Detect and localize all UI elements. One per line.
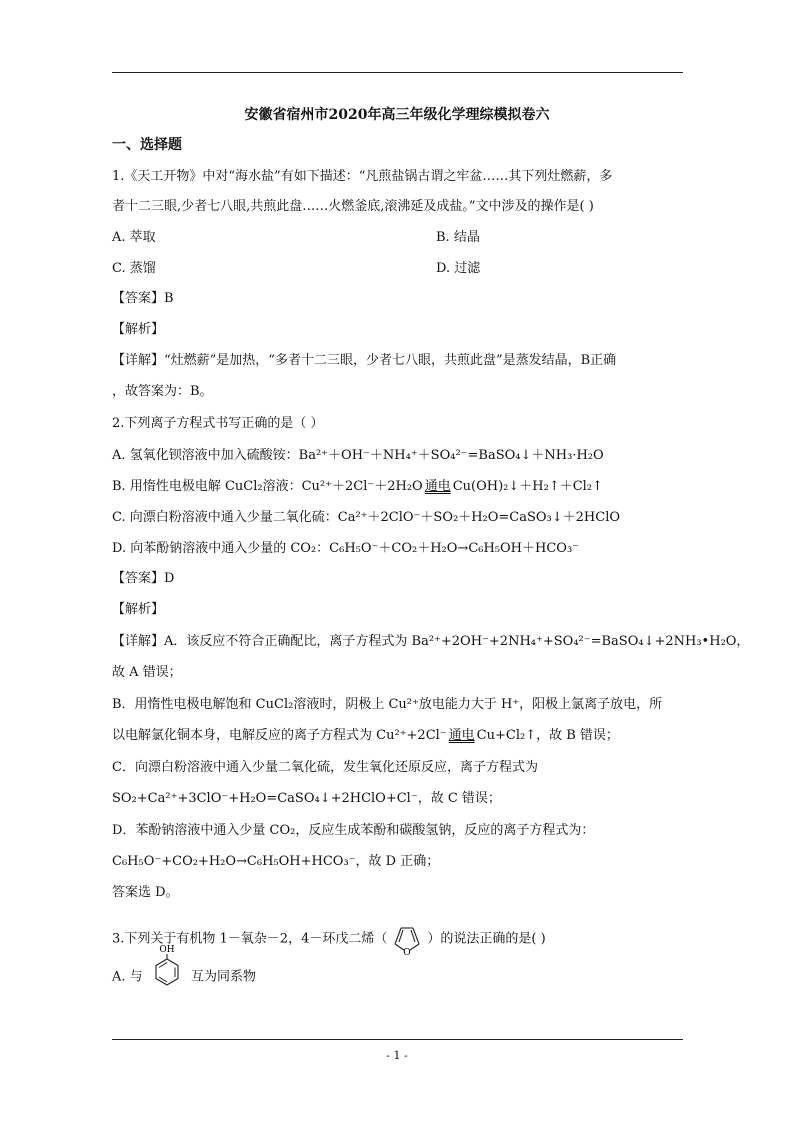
electrolysis-condition: 通电 (448, 728, 475, 743)
furan-structure-icon (387, 920, 427, 958)
q3-option-a (112, 945, 256, 989)
q3-stem-right: ）的说法正确的是( ) (427, 931, 546, 947)
q2-detail-d-line1: D．苯酚钠溶液中通入少量 CO₂，反应生成苯酚和碳酸氢钠，反应的离子方程式为： (112, 823, 595, 838)
q2-detail-b-right: Cu+Cl₂↑，故 B 错误； (476, 728, 619, 743)
q2-detail-c-line2: SO₂+Ca²⁺+3ClO⁻+H₂O=CaSO₄↓+2HClO+Cl⁻，故 C 错误； (112, 791, 501, 806)
furan-oxygen-label: O (403, 948, 412, 958)
q2-option-b-left: B. 用惰性电极电解 CuCl₂溶液：Cu²⁺＋2Cl⁻＋2H₂O (112, 479, 423, 494)
header-rule (112, 72, 683, 73)
page-title: 安徽省宿州市2020年高三年级化学理综模拟卷六 (244, 107, 550, 123)
q2-option-b-right: Cu(OH)₂↓＋H₂↑＋Cl₂↑ (452, 479, 603, 494)
q2-option-a: A. 氢氧化钡溶液中加入硫酸铵：Ba²⁺＋OH⁻＋NH₄⁺＋SO₄²⁻=BaSO₄↓＋NH₃·H₂O (112, 448, 604, 463)
q2-answer: 【答案】D (112, 571, 175, 586)
phenol-structure-icon (147, 943, 187, 989)
page-number: - 1 - (386, 1049, 408, 1062)
q2-option-c: C. 向漂白粉溶液中通入少量二氧化硫：Ca²⁺＋2ClO⁻＋SO₂＋H₂O=CaSO₃↓＋2HClO (112, 510, 621, 525)
q2-detail-b-line1: B．用惰性电极电解饱和 CuCl₂溶液时，阴极上 Cu²⁺放电能力大于 H⁺，阳极上氯离子放电，所 (112, 697, 663, 712)
q1-option-a: A. 萃取 (112, 230, 156, 245)
q2-detail-d-line2: C₆H₅O⁻+CO₂+H₂O→C₆H₅OH+HCO₃⁻，故 D 正确； (112, 854, 440, 869)
q1-analysis-label: 【解析】 (112, 322, 165, 337)
q1-stem-line2: 者十二三眼,少者七八眼,共煎此盘……火燃釜底,滚沸延及成盐。”文中涉及的操作是( ) (112, 199, 594, 214)
q2-conclusion: 答案选 D。 (112, 885, 179, 900)
q2-detail-b-left: 以电解氯化铜本身，电解反应的离子方程式为 Cu²⁺+2Cl⁻ (112, 728, 447, 743)
q3-option-a-left: A. 与 (112, 969, 143, 985)
q2-analysis-label: 【解析】 (112, 602, 165, 617)
q2-option-b (112, 479, 603, 495)
q1-option-c: C. 蒸馏 (112, 261, 156, 276)
q3-stem-left: 3.下列关于有机物 1－氧杂－2，4－环戊二烯（ (112, 931, 388, 947)
q1-answer: 【答案】B (112, 291, 174, 306)
q2-detail-a-line2: 故 A 错误； (112, 665, 182, 680)
electrolysis-condition: 通电 (424, 479, 451, 494)
q2-stem: 2.下列离子方程式书写正确的是（ ） (112, 416, 324, 431)
q1-option-d: D. 过滤 (436, 261, 481, 276)
q1-stem-line1: 1.《天工开物》中对“海水盐”有如下描述：“凡煎盐锅古谓之牢盆……其下列灶燃薪，多 (112, 169, 613, 184)
footer-rule (112, 1039, 683, 1040)
q2-detail-c-line1: C．向漂白粉溶液中通入少量二氧化硫，发生氧化还原反应，离子方程式为 (112, 760, 538, 775)
section-heading: 一、选择题 (112, 137, 182, 153)
q2-detail-b-line2 (112, 728, 619, 744)
q1-detail-line2: ，故答案为：B。 (112, 384, 213, 399)
phenol-hydroxyl-label: OH (159, 945, 175, 955)
q1-option-b: B. 结晶 (436, 230, 480, 245)
q2-detail-a-line1: 【详解】A．该反应不符合正确配比，离子方程式为 Ba²⁺+2OH⁻+2NH₄⁺+SO₄²⁻=BaSO₄↓+2NH₃•H₂O， (112, 634, 750, 649)
q1-detail-line1: 【详解】“灶燃薪”是加热，“多者十二三眼，少者七八眼，共煎此盘”是蒸发结晶，B正确 (112, 353, 617, 368)
q2-option-d: D. 向苯酚钠溶液中通入少量的 CO₂：C₆H₅O⁻＋CO₂＋H₂O→C₆H₅OH＋HCO₃⁻ (112, 541, 580, 556)
q3-option-a-right: 互为同系物 (190, 969, 256, 985)
